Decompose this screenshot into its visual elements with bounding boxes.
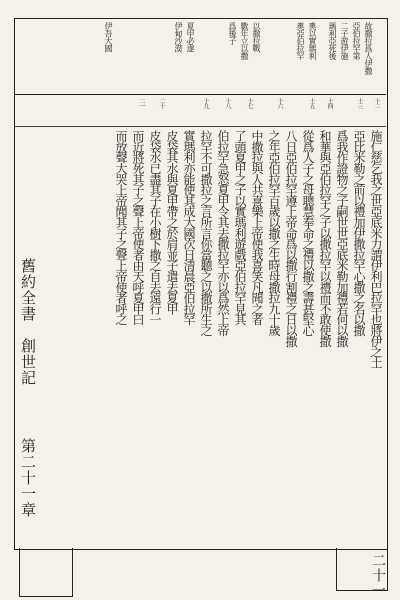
verse-number: 十四	[326, 98, 333, 109]
verse-number: 十五	[308, 98, 315, 109]
main-text-column: 爲我作證物之子嗣世世亞底米勒加禮若何以撒	[335, 130, 349, 347]
page-number: 二十一	[370, 553, 386, 598]
verse-number: 十六	[276, 98, 283, 109]
header-note: 奧以實瑪利	[308, 22, 317, 60]
verse-number: 二十	[158, 98, 165, 109]
main-text-column: 和華與亞伯拉罕之子以撒拉罕以禮而不敢使撒	[318, 130, 332, 347]
header-note: 數年立以撒	[240, 22, 249, 60]
main-text-column: 施仁慈乞我之世亞底米力謂伊利巴拉罕也將伊之土	[369, 130, 383, 368]
main-text-column: 之年亞伯拉罕百歲以撒之生時母撒拉九十歲	[267, 130, 281, 336]
main-text-column: 皮袋其水與夏甲帶之於肩並子遣去夏甲	[165, 130, 179, 314]
verse-number: 十七	[246, 98, 253, 109]
main-text-column: 了頭夏甲之子以實瑪利遊戲亞伯拉罕見其	[233, 130, 247, 325]
verse-number: 十九	[202, 98, 209, 109]
footer-right-box	[336, 548, 388, 598]
header-note: 爲後子	[228, 22, 237, 45]
book-title: 舊約全書	[19, 258, 37, 322]
header-note: 以撒拉戰	[252, 22, 261, 52]
footer-left-box	[19, 548, 73, 597]
main-text-column: 從爲人子之母聰慧奉命之禮以撒之壽甚堅心	[301, 130, 315, 336]
main-text-column: 拉罕不可撒拉之言所言你當聽之以撒所生之	[199, 130, 213, 336]
book-subtitle: 創世記	[19, 338, 37, 386]
main-text-column: 亞比米勒之前以禮加伊撒拉罕心撒之名以撒	[352, 130, 366, 336]
header-note: 瑪利亞死後	[328, 22, 337, 60]
chapter-label: 第二十一章	[19, 438, 37, 518]
verse-number: 十二	[373, 98, 380, 109]
verse-number: 二一	[138, 98, 145, 109]
main-text-column: 伯拉罕急怒夏甲令其去撒拉罕亦以爲然上帝	[216, 130, 230, 336]
header-rule	[14, 94, 386, 95]
scripture-page	[8, 8, 392, 598]
main-text-column: 八日亞伯拉罕遵上帝命爲以撒行割禮之日以撒	[284, 130, 298, 347]
main-text-column: 而近將死其子之聲上帝使者由天呼夏甲曰	[131, 130, 145, 325]
header-note: 伊甸沙漠	[174, 22, 183, 52]
main-text-column: 皮袋水已盡其子在小樹下撒之自去遠行一	[148, 130, 162, 325]
header-note: 二子遊伊施	[340, 22, 349, 60]
verse-number: 十三	[356, 98, 363, 109]
main-text-column: 中撒拉與人共喜樂上帝使我喜笑凡聞之者	[250, 130, 264, 325]
verse-number: 十八	[224, 98, 231, 109]
main-text-column: 實瑪利亦能使其成大國次日清晨亞伯拉罕	[182, 130, 196, 325]
header-note: 奧亞伯拉罕	[296, 22, 305, 60]
header-note: 夏甲必遂	[186, 22, 195, 52]
main-text-column: 而放聲大哭上帝聞其子之聲上帝使者呼之	[114, 130, 128, 325]
header-note: 故撒拉爲人伊撒	[364, 22, 373, 75]
header-note: 亞伯拉罕第	[352, 22, 361, 60]
header-note: 伊吾大國	[104, 22, 113, 52]
verse-rule	[14, 126, 386, 127]
